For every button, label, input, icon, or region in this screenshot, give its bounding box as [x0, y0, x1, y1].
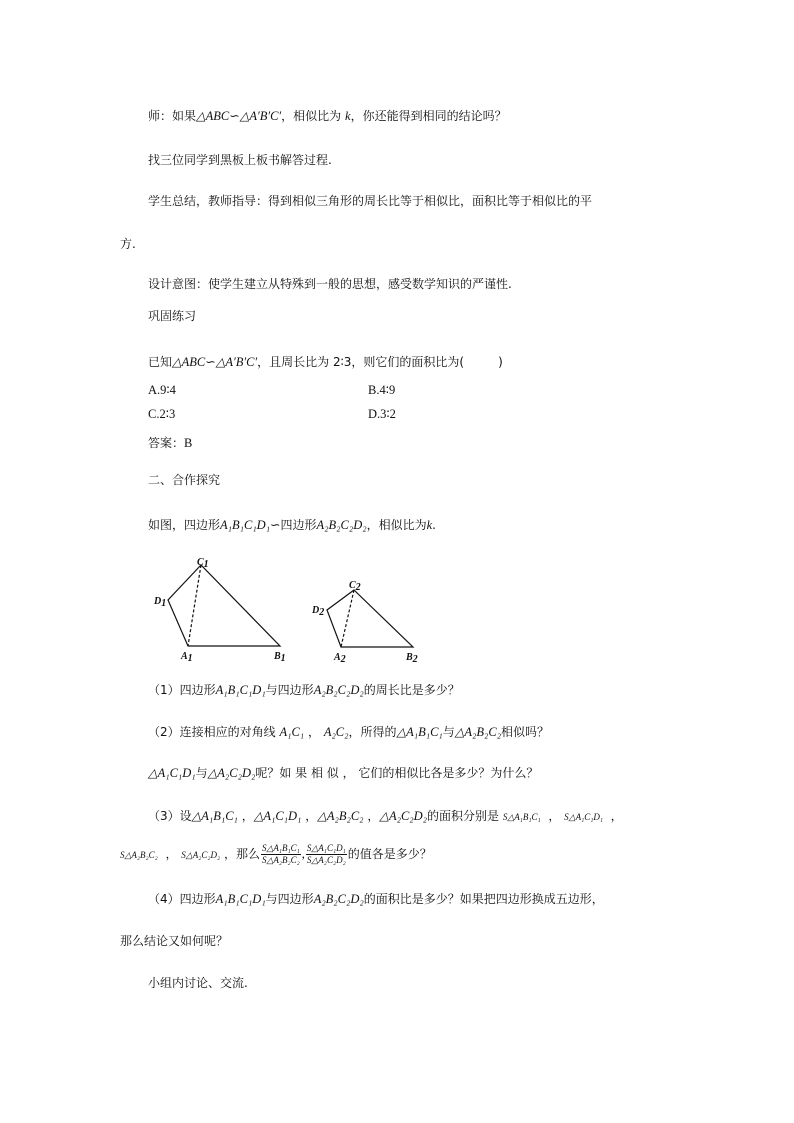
triangle-a1b1c1: △A₁B₁C₁: [191, 809, 238, 823]
instruction-line: 找三位同学到黑板上板书解答过程.: [148, 153, 332, 167]
triangle-a2b2c2: △A₂B₂C₂: [454, 725, 502, 739]
text-span: 已知: [148, 355, 173, 369]
area-s2: S△A₁C₁D₁: [564, 812, 603, 822]
quadrilateral-figure: [0, 550, 794, 680]
question-4-cont: 那么结论又如何呢？: [120, 934, 229, 948]
similar-symbol: ∽: [205, 355, 216, 369]
text-span: ，相似比为: [281, 109, 342, 123]
text-span: （3）设: [148, 809, 192, 823]
text-span: ，: [241, 809, 254, 823]
similar-symbol: ∽: [270, 518, 281, 532]
fraction-2-denominator: S△A₂C₂D₂: [306, 855, 346, 865]
area-s1: S△A₁B₁C₁: [502, 812, 541, 822]
label-c2: C2: [349, 580, 361, 593]
quad-2-figure: [327, 590, 413, 647]
answer-line: [148, 435, 192, 451]
summary-line: 学生总结，教师指导：得到相似三角形的周长比等于相似比，面积比等于相似比的平: [148, 194, 593, 208]
similar-symbol: ∽: [229, 109, 240, 123]
fraction-2: [306, 843, 347, 866]
text-span: 答案：: [148, 436, 185, 450]
label-a2: A2: [334, 652, 346, 665]
text-span: .: [432, 518, 436, 532]
text-span: ，且周长比为 2∶3，则它们的面积比为(: [257, 355, 465, 369]
practice-heading: 巩固练习: [148, 309, 197, 323]
label-b1: B1: [274, 651, 286, 664]
quad-2: A₂B₂C₂D₂: [313, 892, 364, 906]
text-span: ，: [305, 809, 318, 823]
question-2: [148, 724, 549, 740]
figure-intro-line: [148, 517, 436, 533]
text-span: ，那么: [223, 847, 260, 861]
label-b2: B2: [406, 652, 418, 665]
label-a1: A1: [181, 651, 193, 664]
fraction-2-numerator: S△A₁C₁D₁: [306, 843, 346, 853]
question-3-cont: [120, 841, 432, 868]
label-c1: C1: [197, 557, 209, 570]
fraction-1-numerator: S△A₁B₁C₁: [261, 843, 300, 853]
area-s4: S△A₂C₂D₂: [181, 850, 221, 860]
option-c: C.2∶3: [148, 407, 176, 421]
fraction-1-denominator: S△A₂B₂C₂: [261, 855, 300, 865]
quad-1: A₁B₁C₁D₁: [215, 892, 266, 906]
text-span: ，: [307, 725, 320, 739]
text-span: 相似吗？: [501, 725, 550, 739]
text-span: 与四边形: [265, 683, 314, 697]
text-span: 的面积比是多少？如果把四边形换成五边形，: [363, 892, 604, 906]
quad-1: A₁B₁C₁D₁: [215, 683, 266, 697]
text-span: ，相似比为: [366, 518, 427, 532]
quad-1: A₁B₁C₁D₁: [220, 518, 271, 532]
ratio-k: k: [426, 518, 433, 532]
triangle-a2c2d2: △A₂C₂D₂: [379, 809, 428, 823]
question-4: [148, 891, 604, 907]
triangle-abc-prime: △A′B′C′: [239, 109, 282, 123]
text-span: ): [498, 355, 503, 369]
text-span: 与: [195, 766, 208, 780]
text-span: （1）四边形: [148, 683, 216, 697]
text-span: 呢？如 果 相 似 ， 它们的相似比各是多少？为什么？: [255, 766, 539, 780]
diagonal-a1c1: A₁C₁: [279, 725, 305, 739]
text-span: ，你还能得到相同的结论吗？: [350, 109, 507, 123]
triangle-a1c1d1: △A₁C₁D₁: [253, 809, 302, 823]
quad-2: A₂B₂C₂D₂: [316, 518, 367, 532]
text-span: ，: [548, 809, 561, 823]
section-heading: 二、合作探究: [148, 473, 221, 487]
text-span: （4）四边形: [148, 892, 216, 906]
triangle-a2b2c2: △A₂B₂C₂: [317, 809, 364, 823]
question-2-cont: [148, 765, 538, 781]
option-b: B.4∶9: [368, 383, 396, 397]
text-span: ，: [165, 847, 178, 861]
text-span: 与: [442, 725, 455, 739]
teacher-question-line: [148, 108, 507, 124]
quad-1-figure: [168, 565, 280, 646]
area-s3: S△A₂B₂C₂: [120, 850, 158, 860]
triangle-a2c2d2: △A₂C₂D₂: [207, 766, 256, 780]
text-span: ，所得的: [348, 725, 397, 739]
text-span: 的面积分别是: [427, 809, 500, 823]
answer-value: B: [184, 436, 193, 450]
option-d: D.3∶2: [368, 407, 396, 421]
text-span: ，: [610, 809, 623, 823]
text-span: 的周长比是多少？: [363, 683, 460, 697]
label-d2: D2: [312, 605, 325, 618]
option-a: A.9∶4: [148, 383, 176, 397]
triangle-abc: △ABC: [196, 109, 230, 123]
exercise-question: [148, 354, 503, 370]
fraction-separator: ,: [301, 847, 305, 861]
ratio-k: k: [345, 109, 351, 123]
fraction-1: [261, 843, 301, 866]
text-span: 四边形: [280, 518, 317, 532]
text-span: ，: [367, 809, 380, 823]
discussion-line: 小组内讨论、交流.: [148, 976, 248, 990]
text-span: （2）连接相应的对角线: [148, 725, 276, 739]
text-span: 与四边形: [265, 892, 314, 906]
triangle-a1b1c1: △A₁B₁C₁: [396, 725, 443, 739]
triangle-abc: △ABC: [172, 355, 206, 369]
text-span: 如图，四边形: [148, 518, 221, 532]
question-1: [148, 682, 460, 698]
triangle-abc-prime: △A′B′C′: [215, 355, 258, 369]
summary-line-cont: 方.: [120, 237, 136, 251]
triangle-a1c1d1: △A₁C₁D₁: [148, 766, 196, 780]
design-intent-line: 设计意图：使学生建立从特殊到一般的思想，感受数学知识的严谨性.: [148, 277, 512, 291]
diagonal-a2c2: A₂C₂: [323, 725, 349, 739]
quad-2: A₂B₂C₂D₂: [313, 683, 364, 697]
question-3: [148, 808, 623, 825]
text-span: 师：如果: [148, 109, 197, 123]
text-span: 的值各是多少？: [347, 847, 432, 861]
label-d1: D1: [154, 596, 167, 609]
